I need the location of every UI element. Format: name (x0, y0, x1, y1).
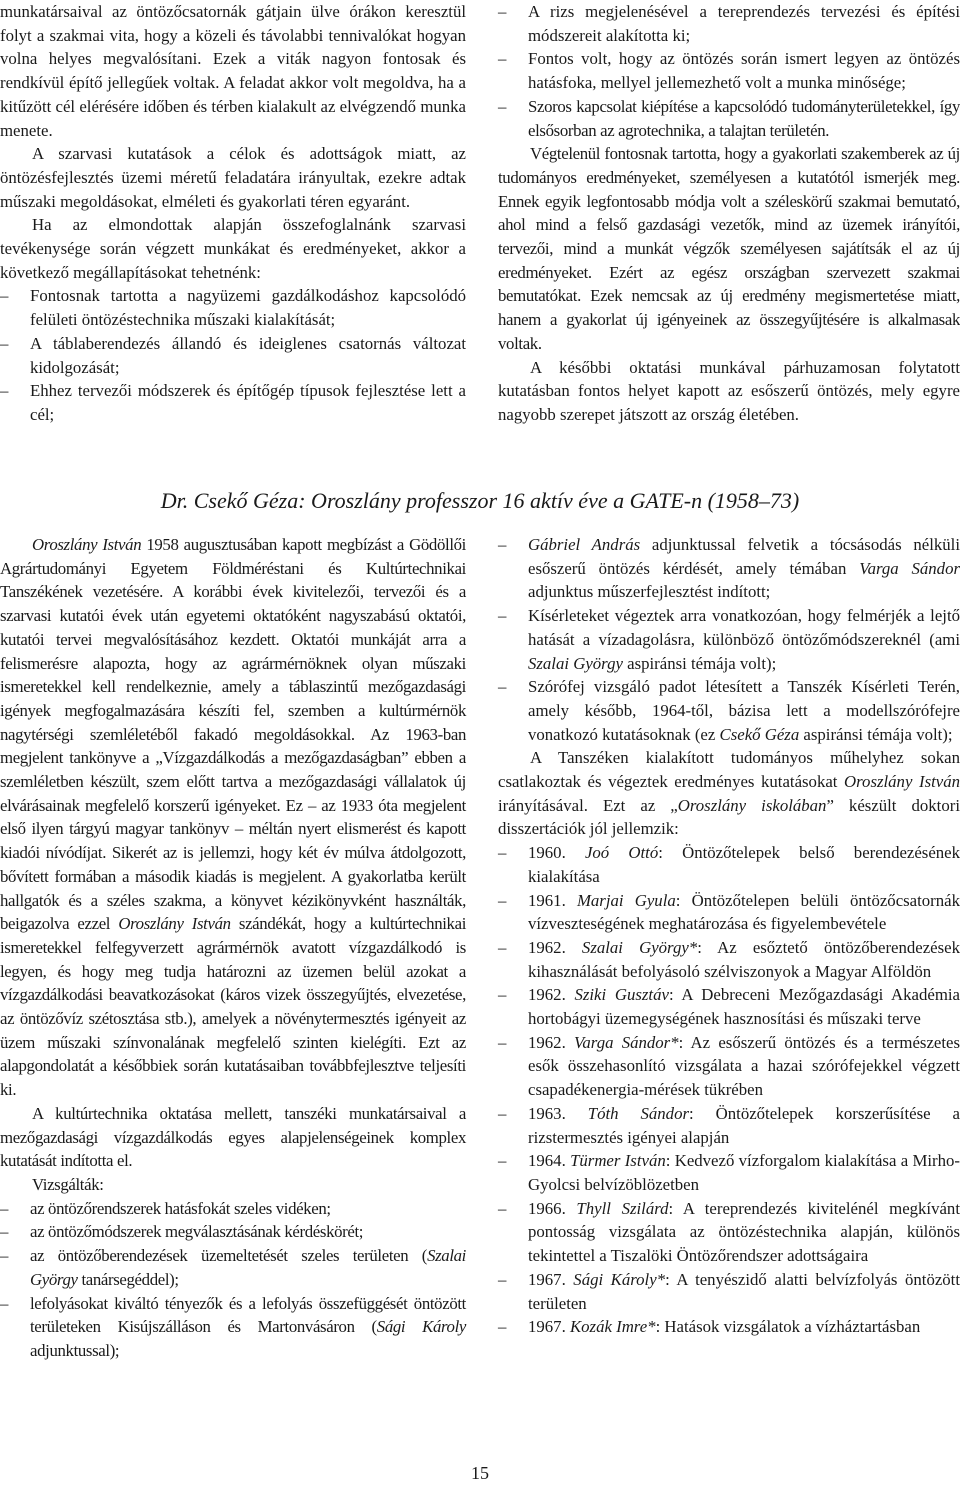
thesis-year: 1962. (528, 985, 575, 1005)
list-dash: – (498, 985, 507, 1005)
article-heading: Dr. Csekő Géza: Oroszlány professzor 16 aktív éve a GATE-n (1958–73) (160, 488, 800, 513)
paragraph: A kultúrtechnika oktatása mellett, tanszéki munkatársaival a mezőgazdasági vízgazdálkodás egyes alapjelenségeinek komplex kutatását indította el. (0, 1103, 466, 1171)
list-item: – az öntözőmódszerek megválasztásának kérdéskörét; (0, 1220, 466, 1244)
list-item (498, 533, 960, 604)
person-name: Szalai György* (581, 937, 698, 957)
list-dash: – (498, 1151, 507, 1171)
paragraph: Ha az elmondottak alapján összefoglalnánk szarvasi tevékenysége során végzett munkákat és eredményeket, akkor a következő megállapításokat tehetnénk: (0, 215, 466, 282)
thesis-year: 1967. (528, 1269, 574, 1289)
list-item: – Ehhez tervezői módszerek és építőgép típusok fejlesztése lett a cél; (0, 379, 466, 426)
thesis-list (498, 841, 960, 1339)
list-item: – A rizs megjelenésével a tereprendezés tervezési és építési módszereit alakította ki; (498, 0, 960, 47)
page-number: 15 (471, 1463, 489, 1483)
column-bottom-right (498, 533, 960, 1339)
list-item (498, 604, 960, 675)
list-item: – Fontos volt, hogy az öntözés során ismert legyen az öntözés hatásfoka, mellyel jellemezhető volt a munka minősége; (498, 47, 960, 94)
thesis-item (498, 1315, 960, 1339)
list-dash: – (498, 843, 507, 863)
paragraph (498, 746, 960, 841)
list-item: – Fontosnak tartotta a nagyüzemi gazdálkodáshoz kapcsolódó felületi öntözéstechnika műszaki kialakítását; (0, 284, 466, 331)
column-top-left (0, 0, 466, 427)
person-name: Kozák Imre* (569, 1317, 656, 1337)
thesis-item (498, 1031, 960, 1102)
list-item: – az öntözőrendszerek hatásfokát szeles vidéken; (0, 1197, 466, 1221)
list-item (498, 675, 960, 746)
thesis-item (498, 983, 960, 1030)
paragraph-text: irányításával. Ezt az „ (498, 795, 678, 815)
list-dash: – (498, 937, 507, 957)
person-name: Oroszlány István (844, 772, 960, 792)
thesis-item (498, 936, 960, 983)
column-top-right (498, 0, 960, 427)
thesis-year: 1961. (528, 890, 577, 910)
paragraph: Végtelenül fontosnak tartotta, hogy a gyakorlati szakemberek az új tudományos eredményeket, személyesen a kutatótól ismerjék meg. Ennek egyik legfontosabb módja volt a széleskörű szakmai bemutató, ahol mind a felső gazdasági vezetők, mind az üzemek irányítói, tervezői, mind a munkát végzők személyesen sajátítsák el az új eredményeket. Ezért az egész országban szervezett szakmai bemutatókat. Ezek nemcsak az új eredmény megismertetése miatt, hanem a gyakorlat új igényeinek az összegyűjtésére is alkalmasak voltak. (498, 144, 960, 353)
person-name: Gábriel András (528, 535, 641, 554)
thesis-item (498, 1149, 960, 1196)
person-name: Thyll Szilárd (576, 1198, 669, 1218)
paragraph-text: szándékát, hogy a kultúrtechnikai ismeretekkel felfegyverzett agrármérnök avatott vízgazdálkodó is legyen, és hogy meg tudja határozni az üzemen belül azokat a vízgazdálkodási beavatkozásokat (káros vizek összegyűjtés, elvezetése, az öntözővíz szétosztása stb.), amelyek a növénytermesztés igényeit az üzem műszaki színvonalának megfelelő szinten kielégíti. Ezt az alapgondolatát a későbbiek során kutatásaiban továbbfejlesztve teljesíti ki. (0, 914, 467, 1100)
list-item (0, 1292, 466, 1363)
thesis-item (498, 889, 960, 936)
paragraph: Vizsgálták: (32, 1174, 104, 1194)
thesis-item (498, 841, 960, 888)
person-name: Marjai Gyula (576, 890, 676, 910)
list-item: – Szoros kapcsolat kiépítése a kapcsolódó tudományterületekkel, így elsősorban az agrotechnika, a talajtan területén. (498, 95, 960, 142)
paragraph: munkatársaival az öntözőcsatornák gátjain ülve órákon keresztül folyt a szakmai vita, hogy a közeli és távolabbi tennivalókat hogyan volna helyes megvalósítani. Ezek a viták nagyon fontosak és rendkívül építő jellegűek voltak. A feladat akkor volt megoldva, ha a kitűzött cél elérésére időben és térben kialakult az elvégzendő munka menete. (0, 2, 466, 140)
thesis-year: 1962. (528, 1032, 574, 1052)
person-name: Szalai György (528, 653, 623, 673)
person-name: Oroszlány István (118, 914, 231, 934)
thesis-item (498, 1197, 960, 1268)
person-name: Oroszlány István (32, 535, 142, 554)
thesis-title: : Kedvező vízforgalom kialakítása a Mirho-Gyolcsi belvízöblözetben (528, 1151, 960, 1194)
list-item: – A táblaberendezés állandó és ideiglenes csatornás változat kidolgozását; (0, 332, 466, 379)
person-name: Szalai György (30, 1246, 466, 1289)
thesis-year: 1966. (528, 1198, 577, 1218)
list-item-text: tanársegéddel); (77, 1269, 179, 1289)
list-item-text: lefolyásokat kiváltó tényezők és a lefolyás összefüggését öntözött területeken Kisújszálláson és Martonvásáron ( (30, 1293, 466, 1337)
thesis-year: 1962. (528, 937, 582, 957)
person-name: Csekő Géza (719, 724, 800, 744)
thesis-title: : Öntözőtelepen belüli öntözőcsatornák vízveszteségének meghatározása és figyelembevétele (528, 890, 960, 934)
person-name: Sági Károly (376, 1317, 466, 1337)
list-dash: – (498, 1032, 507, 1052)
thesis-title: : Öntözőtelepek korszerűsítése a rizstermesztés igényei alapján (528, 1103, 960, 1147)
thesis-title: : Az esőszerű öntözés és a természetes esők összehasonlító vizsgálata a hazai szórófejekkel végzett csapadékenergia-mérések tükrében (528, 1032, 960, 1100)
thesis-title: : Hatások vizsgálatok a vízháztartásban (655, 1317, 921, 1337)
list-item-text: Kísérleteket végeztek arra vonatkozóan, hogy felmérjék a lejtő hatását a vízadagolásra, különböző öntözőmódszereknél (ami (528, 606, 960, 649)
person-name: Varga Sándor (859, 558, 960, 578)
thesis-item (498, 1102, 960, 1149)
list-dash: – (498, 1317, 507, 1337)
list-dash: – (498, 1269, 507, 1289)
list-dash: – (498, 1103, 507, 1123)
person-name: Tóth Sándor (587, 1103, 689, 1123)
person-name: Türmer István (570, 1151, 666, 1171)
thesis-title: : Öntözőtelepek belső berendezésének kialakítása (528, 843, 960, 886)
person-name: Sziki Gusztáv (574, 985, 669, 1005)
list-item-text: adjunktus műszerfejlesztést indított; (528, 582, 771, 602)
thesis-title: : A tenyészidő alatti belvízfolyás öntözött területen (528, 1269, 960, 1313)
thesis-title: : A Debreceni Mezőgazdasági Akadémia hortobágyi üzemegységének hasznosítási és műszaki terve (528, 985, 960, 1029)
paragraph (0, 533, 466, 1102)
list-item-text: az öntözőberendezések üzemeltetését szeles területen ( (30, 1246, 428, 1266)
person-name: Sági Károly* (573, 1269, 666, 1289)
list-item-text: adjunktussal); (30, 1340, 120, 1360)
list-item-text: aspiránsi témája volt); (799, 724, 953, 744)
paragraph-text: 1958 augusztusában kapott megbízást a Gödöllői Agrártudományi Egyetem Földméréstani és Kultúrtechnikai Tanszékének vezetésére. A korábbi évek kivitelezői, tervezői és a szarvasi kutatói évek után egyetemi oktatóként nagyszabású oktatói, kutatói tervei megvalósításához kezdett. Oktatói munkáját arra a felismerésre alapozta, hogy az agrármérnöknek olyan műszaki ismeretekkel kell rendelkeznie, amely a táblaszintű mezőgazdasági igények megfogalmazására készíti fel, szemben a kultúrmérnök nagytérségi szemléletéből fakadó megoldásokkal. Az 1963-ban megjelent tankönyve a „Vízgazdálkodás a mezőgazdaságban” ebben a szemléletben készült, szem előtt tartva a mezőgazdasági vállalatok új elvárásainak megfelelő korszerű igényeket. Ez – az 1933 óta megjelent első ilyen tárgyú magyar tankönyv – méltán nyert elismerést és kapott kiadói nívódíjat. Sikerét az is jellemzi, hogy két év múlva átdolgozott, bővített formában a második kiadás is megjelent. A gyakorlatba került hallgatók és a széles szakma, a könyvet kézikönyvként használták, beigazolva ezzel (0, 535, 466, 934)
person-name: Joó Ottó (584, 843, 659, 863)
thesis-year: 1967. (528, 1317, 570, 1337)
thesis-year: 1963. (528, 1103, 588, 1123)
school-name: Oroszlány iskolában (677, 795, 827, 815)
list-item (0, 1244, 466, 1291)
list-item-text: aspiránsi témája volt); (622, 653, 777, 673)
paragraph: A későbbi oktatási munkával párhuzamosan folytatott kutatásban fontos helyet kapott az esőszerű öntözés, mely egyre nagyobb szerepet játszott az ország életében. (498, 357, 960, 424)
thesis-year: 1960. (528, 843, 585, 863)
list-item-text: adjunktussal felvetik a tócsásodás nélküli esőszerű öntözés kérdését, amely témában (528, 535, 960, 578)
person-name: Varga Sándor* (574, 1032, 679, 1052)
thesis-item (498, 1268, 960, 1315)
list-dash: – (498, 890, 507, 910)
thesis-title: : Az esőztető öntözőberendezések kihasználását befolyásoló szélviszonyok a Magyar Alföldön (528, 937, 960, 981)
thesis-title: : A tereprendezés kivitelénél megkívánt pontosság vizsgálata az öntözéstechnika alapján, különös tekintettel a Tiszalöki Öntözőrendszer adottságaira (528, 1198, 960, 1266)
paragraph: A szarvasi kutatások a célok és adottságok miatt, az öntözésfejlesztés üzemi méretű feladatára irányultak, ezekre adtak műszaki megoldásokat, elméleti és gyakorlati téren egyaránt. (0, 144, 466, 211)
thesis-year: 1964. (528, 1151, 571, 1171)
list-dash: – (498, 1198, 507, 1218)
paragraph-text: A Tanszéken kialakított tudományos műhelyhez sokan csatlakoztak és végeztek eredményes kutatásokat (498, 748, 960, 792)
paragraph-text: ” készült doktori disszertációk jól jellemzik: (498, 795, 960, 839)
list-item-text: Szórófej vizsgáló padot létesített a Tanszék Kísérleti Terén, amely később, 1964-től, bázisa lett a modellszórófejre vonatkozó kutatásoknak (ez (528, 677, 960, 744)
column-bottom-left (0, 533, 466, 1363)
